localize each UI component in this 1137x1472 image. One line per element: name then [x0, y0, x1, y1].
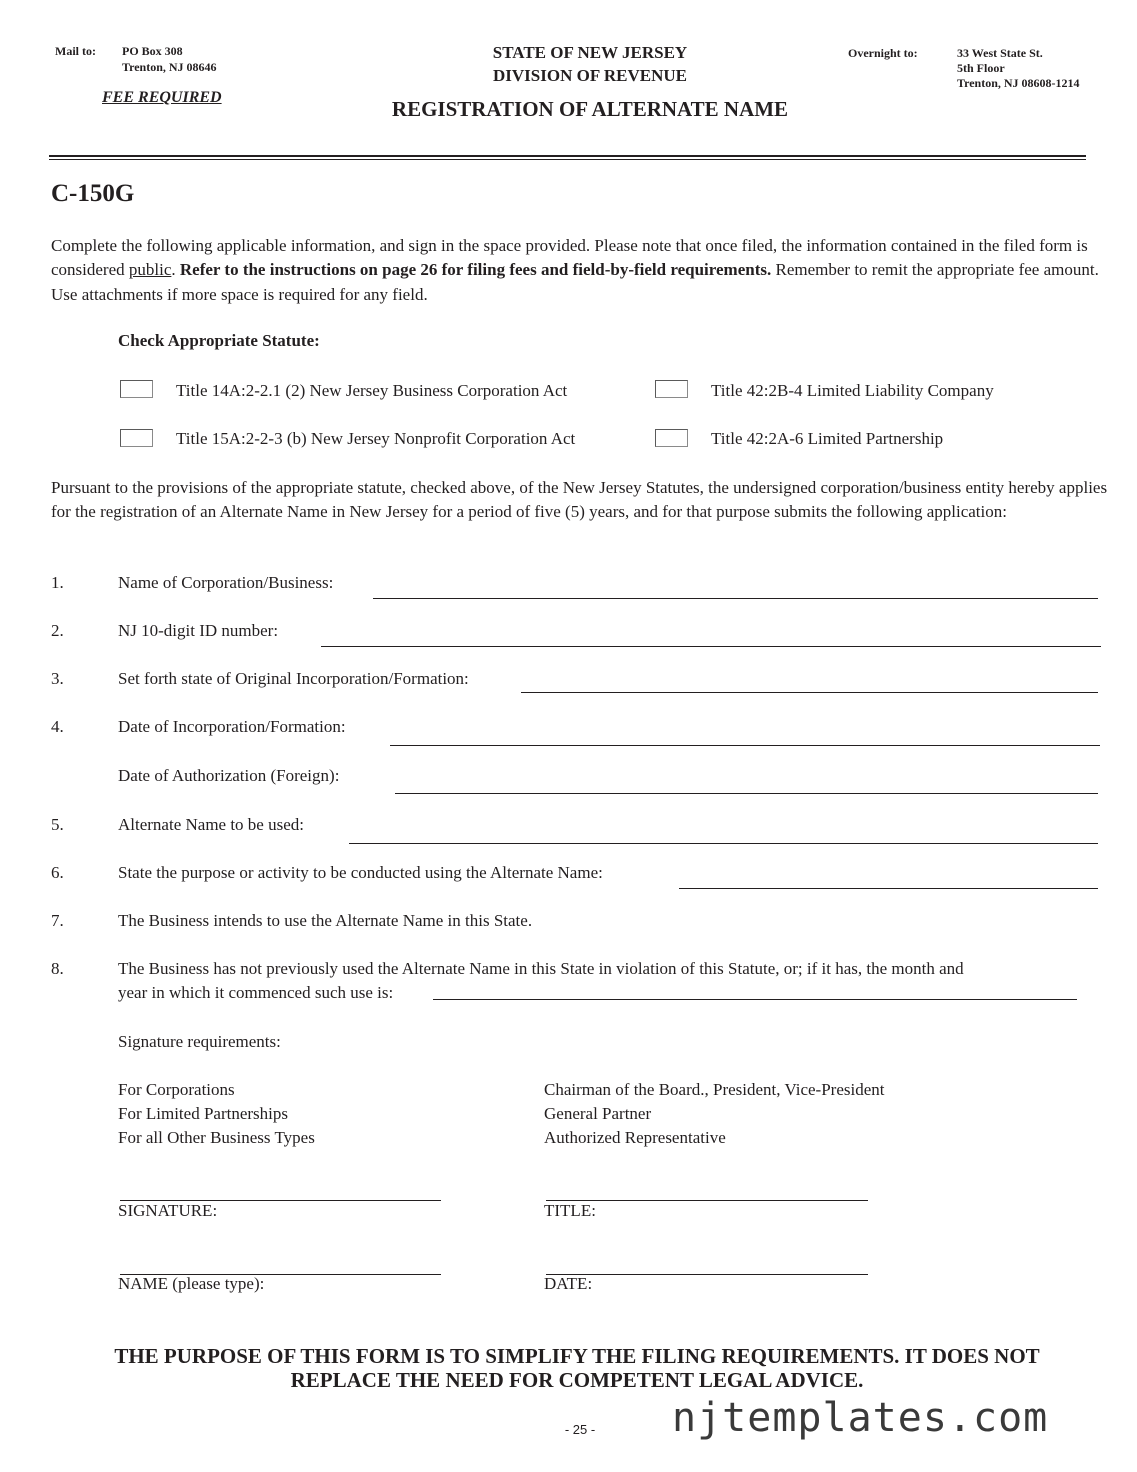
sig-type-other: For all Other Business Types: [118, 1128, 315, 1147]
checkbox-title-14a[interactable]: [120, 380, 153, 398]
footer-disclaimer-line2: REPLACE THE NEED FOR COMPETENT LEGAL ADVICE.: [290, 1368, 864, 1392]
checkbox-title-42-2b[interactable]: [655, 380, 688, 398]
form-id: C-150G: [51, 180, 135, 207]
sig-type-corporations: For Corporations: [118, 1080, 235, 1099]
label-authorization-date: Date of Authorization (Foreign):: [118, 766, 340, 785]
name-label: NAME (please type):: [118, 1274, 265, 1293]
page-number: - 25 -: [564, 1422, 596, 1437]
statute-option-42-2b: Title 42:2B-4 Limited Liability Company: [711, 381, 994, 400]
footer-disclaimer-line1: THE PURPOSE OF THIS FORM IS TO SIMPLIFY THE FILING REQUIREMENTS. IT DOES NOT: [114, 1344, 1040, 1368]
sig-type-partnerships: For Limited Partnerships: [118, 1104, 288, 1123]
header-rule-bottom: [49, 159, 1086, 160]
intro-paragraph: [51, 234, 1109, 307]
intro-bold: Refer to the instructions on page 26 for filing fees and field-by-field requirements.: [179, 260, 772, 280]
statement-previous-use-line1: The Business has not previously used the Alternate Name in this State in violation of this Statute, or; if it has, the month and: [118, 959, 964, 978]
item-number-4: 4.: [51, 717, 64, 736]
mail-address-line1: PO Box 308: [122, 44, 183, 58]
state-name: STATE OF NEW JERSEY: [492, 43, 688, 62]
pursuant-paragraph: Pursuant to the provisions of the appropriate statute, checked above, of the New Jersey Statutes, the undersigned corporation/business entity hereby applies for the registration of an Alternate Name in New Jersey for a period of five (5) years, and for that purpose submits the following application:: [51, 478, 1108, 522]
name-input[interactable]: [122, 1251, 442, 1275]
item-number-7: 7.: [51, 911, 64, 930]
statute-heading: Check Appropriate Statute:: [118, 331, 320, 350]
overnight-label: Overnight to:: [848, 46, 918, 60]
authorization-date-input[interactable]: [397, 770, 1099, 794]
form-title: REGISTRATION OF ALTERNATE NAME: [391, 97, 789, 121]
division-name: DIVISION OF REVENUE: [493, 66, 687, 85]
label-alternate-name: Alternate Name to be used:: [118, 815, 304, 834]
intro-text-1: Complete the following applicable information, and sign in the space provided. Please note that once filed, the information contained in the filed form is considered: [51, 236, 1088, 280]
corporation-name-input[interactable]: [375, 575, 1099, 599]
label-corporation-name: Name of Corporation/Business:: [118, 573, 334, 592]
overnight-address-line2: 5th Floor: [957, 61, 1005, 75]
watermark: njtemplates.com: [672, 1395, 1049, 1441]
signature-requirements-heading: Signature requirements:: [118, 1032, 281, 1051]
statute-option-15a: Title 15A:2-2-3 (b) New Jersey Nonprofit Corporation Act: [176, 429, 576, 448]
nj-id-input[interactable]: [323, 623, 1102, 647]
purpose-input[interactable]: [681, 865, 1099, 889]
header-rule-top: [49, 155, 1086, 157]
title-input[interactable]: [548, 1177, 869, 1201]
title-label: TITLE:: [544, 1201, 596, 1220]
statement-intends-to-use: The Business intends to use the Alternate Name in this State.: [118, 911, 533, 930]
overnight-address-line1: 33 West State St.: [957, 46, 1043, 60]
label-incorporation-date: Date of Incorporation/Formation:: [118, 717, 346, 736]
sig-who-other: Authorized Representative: [544, 1128, 726, 1147]
statute-option-14a: Title 14A:2-2.1 (2) New Jersey Business Corporation Act: [176, 381, 568, 400]
label-nj-id: NJ 10-digit ID number:: [118, 621, 279, 640]
statement-previous-use-line2: year in which it commenced such use is:: [118, 983, 394, 1002]
item-number-8: 8.: [51, 959, 64, 978]
date-input[interactable]: [548, 1251, 869, 1275]
signature-input[interactable]: [122, 1177, 442, 1201]
intro-text-3: Remember to remit the appropriate fee amount. Use attachments if more space is required for any field.: [51, 260, 1099, 304]
signature-label: SIGNATURE:: [118, 1201, 218, 1220]
overnight-address-line3: Trenton, NJ 08608-1214: [957, 76, 1080, 90]
previous-use-date-input[interactable]: [435, 976, 1078, 1000]
incorporation-date-input[interactable]: [392, 722, 1101, 746]
item-number-3: 3.: [51, 669, 64, 688]
sig-who-corporations: Chairman of the Board., President, Vice-President: [544, 1080, 885, 1099]
item-number-5: 5.: [51, 815, 64, 834]
label-purpose: State the purpose or activity to be conducted using the Alternate Name:: [118, 863, 603, 882]
alternate-name-input[interactable]: [351, 820, 1099, 844]
sig-who-partnerships: General Partner: [544, 1104, 652, 1123]
fee-required: FEE REQUIRED: [102, 89, 222, 106]
item-number-1: 1.: [51, 573, 64, 592]
checkbox-title-42-2a[interactable]: [655, 429, 688, 447]
label-original-state: Set forth state of Original Incorporation/Formation:: [118, 669, 469, 688]
original-state-input[interactable]: [523, 669, 1099, 693]
item-number-6: 6.: [51, 863, 64, 882]
mail-address-line2: Trenton, NJ 08646: [122, 60, 217, 74]
date-label: DATE:: [544, 1274, 593, 1293]
checkbox-title-15a[interactable]: [120, 429, 153, 447]
mail-to-label: Mail to:: [55, 44, 96, 58]
item-number-2: 2.: [51, 621, 64, 640]
statute-option-42-2a: Title 42:2A-6 Limited Partnership: [711, 429, 944, 448]
intro-text-2: .: [171, 260, 180, 280]
intro-public: public: [128, 260, 172, 280]
